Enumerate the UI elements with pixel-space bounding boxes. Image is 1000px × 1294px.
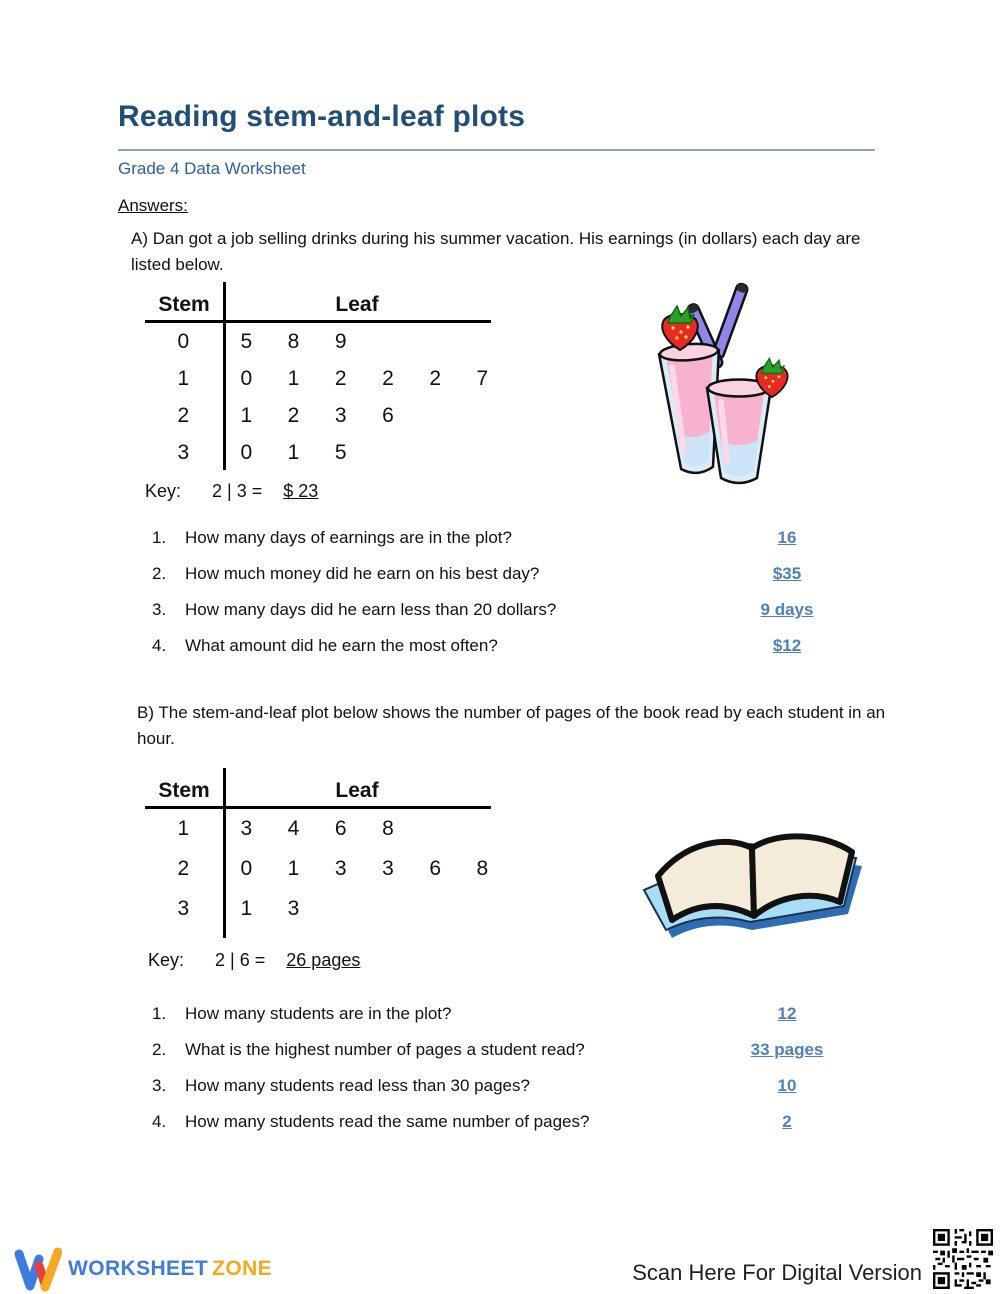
leaf-value: 1 bbox=[287, 857, 300, 880]
plot-b-header bbox=[145, 768, 491, 809]
question-text: How many students read the same number of pages? bbox=[185, 1112, 590, 1131]
question-row bbox=[152, 1111, 852, 1133]
question-answer: $12 bbox=[772, 636, 802, 655]
section-a-questions bbox=[152, 527, 852, 657]
question-row bbox=[152, 635, 852, 657]
question-number: 3. bbox=[152, 600, 167, 619]
question-answer: $35 bbox=[772, 564, 802, 583]
key-label: Key: bbox=[145, 481, 182, 501]
question-text: How many students are in the plot? bbox=[185, 1004, 452, 1023]
plot-a-header bbox=[145, 282, 491, 323]
question-row bbox=[152, 1039, 852, 1061]
leaf-value: 2 bbox=[287, 403, 300, 427]
leaf-value: 9 bbox=[334, 329, 347, 353]
leaf-value: 6 bbox=[382, 403, 394, 427]
plot-a-vertical-line bbox=[223, 282, 226, 470]
leaf-value: 1 bbox=[240, 403, 253, 427]
leaf-value: 7 bbox=[476, 366, 489, 390]
leaf-value: 1 bbox=[240, 897, 253, 920]
plot-a-key bbox=[145, 481, 318, 502]
leaf-value: 2 bbox=[382, 366, 394, 390]
plot-b-row bbox=[145, 889, 505, 929]
title-divider bbox=[118, 149, 875, 151]
plot-b-leaf-header: Leaf bbox=[335, 779, 379, 802]
question-answer: 9 days bbox=[760, 600, 814, 619]
question-number: 1. bbox=[152, 1004, 167, 1023]
qr-code-svg bbox=[933, 1228, 993, 1290]
question-number: 4. bbox=[152, 1112, 167, 1131]
open-book-illustration bbox=[628, 786, 878, 955]
question-number: 2. bbox=[152, 564, 167, 583]
logo-text bbox=[68, 1257, 272, 1281]
plot-b-vertical-line bbox=[223, 768, 226, 938]
open-book-svg bbox=[628, 786, 878, 950]
plot-b-stem-header: Stem bbox=[158, 779, 210, 802]
plot-a-row bbox=[145, 434, 505, 471]
key-value: $ 23 bbox=[283, 481, 319, 501]
stem-value: 3 bbox=[177, 897, 190, 920]
leaf-value: 0 bbox=[240, 366, 253, 390]
leaf-value: 1 bbox=[287, 366, 300, 390]
leaf-value: 8 bbox=[287, 329, 300, 353]
question-row bbox=[152, 1003, 852, 1025]
strawberry-drinks-illustration bbox=[635, 280, 810, 497]
question-number: 2. bbox=[152, 1040, 167, 1059]
question-row bbox=[152, 599, 852, 621]
stem-leaf-plot-b bbox=[145, 768, 505, 942]
plot-a-leaf-header: Leaf bbox=[335, 293, 379, 316]
question-number: 1. bbox=[152, 528, 167, 547]
leaf-value: 3 bbox=[334, 403, 347, 427]
leaf-value: 8 bbox=[476, 857, 489, 880]
leaf-value: 0 bbox=[240, 857, 253, 880]
stem-value: 3 bbox=[177, 440, 190, 464]
plot-a-stem-header: Stem bbox=[158, 293, 210, 316]
key-expression: 2 | 6 = bbox=[215, 950, 266, 970]
plot-a-row bbox=[145, 323, 505, 360]
stem-leaf-plot-a bbox=[145, 282, 505, 472]
question-row bbox=[152, 563, 852, 585]
question-text: How many days did he earn less than 20 dollars? bbox=[185, 600, 557, 619]
page-title: Reading stem-and-leaf plots bbox=[118, 100, 526, 133]
leaf-value: 5 bbox=[240, 329, 253, 353]
question-answer: 10 bbox=[777, 1076, 797, 1095]
leaf-value: 3 bbox=[287, 897, 300, 920]
question-text: What is the highest number of pages a student read? bbox=[185, 1040, 585, 1059]
logo-text-worksheet: WORKSHEET bbox=[68, 1257, 209, 1280]
question-answer: 33 pages bbox=[750, 1040, 824, 1059]
stem-value: 2 bbox=[177, 857, 190, 880]
leaf-value: 3 bbox=[334, 857, 347, 880]
question-number: 3. bbox=[152, 1076, 167, 1095]
strawberry-drinks-svg bbox=[635, 280, 810, 492]
question-answer: 2 bbox=[782, 1112, 792, 1131]
stem-value: 2 bbox=[177, 403, 190, 427]
plot-a-row bbox=[145, 397, 505, 434]
question-answer: 16 bbox=[777, 528, 797, 547]
stem-value: 1 bbox=[177, 817, 190, 840]
leaf-value: 1 bbox=[287, 440, 300, 464]
plot-a-row bbox=[145, 360, 505, 397]
question-text: How many students read less than 30 pages? bbox=[185, 1076, 530, 1095]
worksheetzone-w-mark-icon bbox=[14, 1246, 62, 1292]
leaf-value: 2 bbox=[334, 366, 347, 390]
key-expression: 2 | 3 = bbox=[212, 481, 263, 501]
scan-here-label: Scan Here For Digital Version bbox=[632, 1260, 922, 1285]
stem-value: 1 bbox=[177, 366, 190, 390]
worksheet-subtitle: Grade 4 Data Worksheet bbox=[118, 159, 306, 178]
leaf-value: 6 bbox=[429, 857, 441, 880]
qr-code-icon bbox=[933, 1228, 993, 1294]
leaf-value: 5 bbox=[334, 440, 347, 464]
section-b-intro: B) The stem-and-leaf plot below shows the number of pages of the book read by each student in an hour. bbox=[137, 703, 886, 748]
leaf-value: 4 bbox=[287, 817, 300, 840]
key-label: Key: bbox=[148, 950, 185, 970]
section-b-questions bbox=[152, 1003, 852, 1133]
leaf-value: 6 bbox=[334, 817, 347, 840]
question-text: How many days of earnings are in the plot? bbox=[185, 528, 512, 547]
leaf-value: 3 bbox=[382, 857, 394, 880]
question-answer: 12 bbox=[777, 1004, 797, 1023]
question-row bbox=[152, 527, 852, 549]
question-number: 4. bbox=[152, 636, 167, 655]
plot-b-row bbox=[145, 849, 505, 889]
leaf-value: 0 bbox=[240, 440, 253, 464]
leaf-value: 2 bbox=[429, 366, 441, 390]
answers-label: Answers: bbox=[118, 196, 188, 215]
question-text: How much money did he earn on his best day? bbox=[185, 564, 540, 583]
question-row bbox=[152, 1075, 852, 1097]
question-text: What amount did he earn the most often? bbox=[185, 636, 498, 655]
worksheetzone-logo bbox=[14, 1246, 272, 1292]
key-value: 26 pages bbox=[286, 950, 361, 970]
leaf-value: 3 bbox=[240, 817, 253, 840]
plot-b-key bbox=[148, 950, 360, 971]
stem-value: 0 bbox=[177, 329, 190, 353]
section-a-intro: A) Dan got a job selling drinks during his summer vacation. His earnings (in dollars) each day are listed below. bbox=[131, 229, 861, 274]
leaf-value: 8 bbox=[382, 817, 394, 840]
logo-text-zone: ZONE bbox=[212, 1257, 273, 1280]
plot-b-row bbox=[145, 809, 505, 849]
